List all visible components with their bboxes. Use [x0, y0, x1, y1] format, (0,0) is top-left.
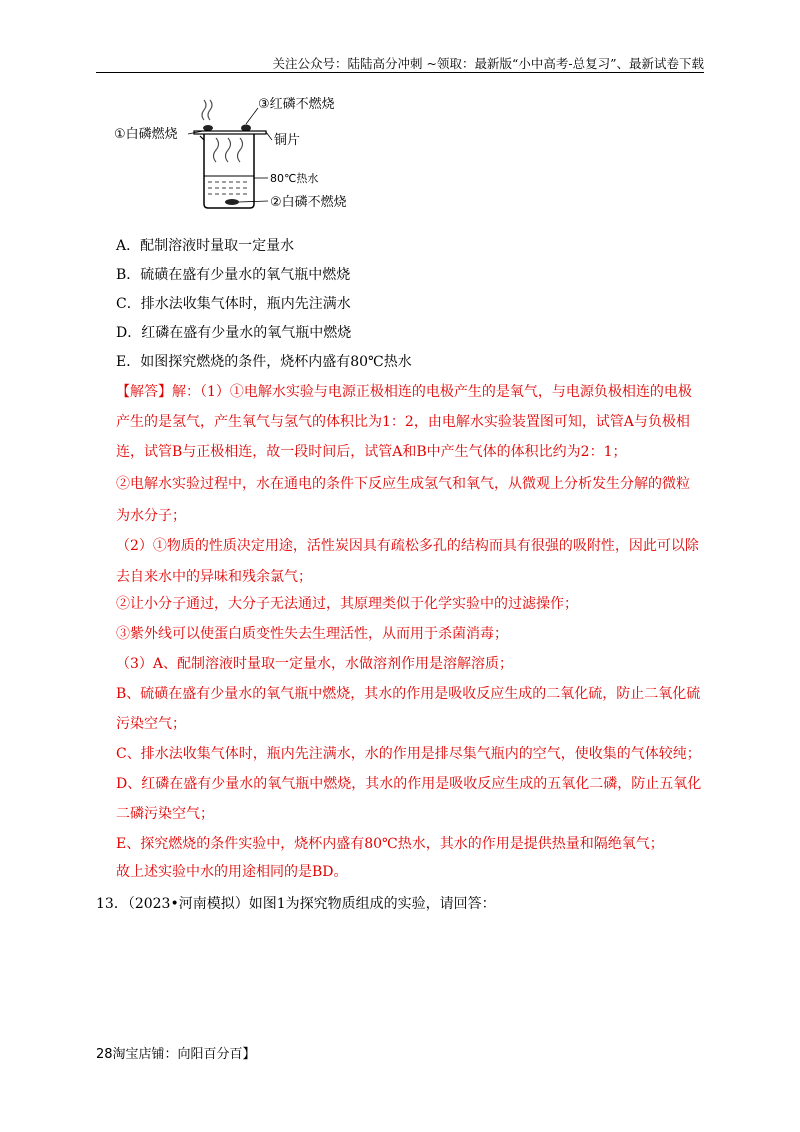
- answer-line-12: 污染空气；: [116, 716, 186, 732]
- option-b: B．硫磺在盛有少量水的氧气瓶中燃烧: [116, 267, 351, 283]
- option-a: A．配制溶液时量取一定量水: [116, 238, 295, 254]
- answer-line-6: （2）①物质的性质决定用途，活性炭因具有疏松多孔的结构而具有很强的吸附性，因此可以除: [116, 538, 699, 554]
- answer-line-15: 二磷污染空气；: [116, 806, 214, 822]
- answer-line-16: E、探究燃烧的条件实验中，烧杯内盛有80℃热水，其水的作用是提供热量和隔绝氧气；: [116, 836, 664, 852]
- combustion-experiment-figure: [112, 92, 372, 222]
- figure-label-white-phosphorus-burning: ①白磷燃烧: [114, 127, 178, 142]
- answer-line-3: 连，试管B与正极相连，故一段时间后，试管A和B中产生气体的体积比约为2：1；: [116, 444, 627, 460]
- answer-line-10: （3）A、配制溶液时量取一定量水，水做溶剂作用是溶解溶质；: [116, 656, 514, 672]
- answer-line-17: 故上述实验中水的用途相同的是BD。: [116, 864, 348, 880]
- header-divider: [96, 72, 704, 73]
- figure-label-copper: 铜片: [274, 133, 301, 148]
- option-c: C．排水法收集气体时，瓶内先注满水: [116, 296, 351, 312]
- answer-line-11: B、硫磺在盛有少量水的氧气瓶中燃烧，其水的作用是吸收反应生成的二氧化硫，防止二氧化硫: [116, 686, 701, 702]
- answer-line-4: ②电解水实验过程中，水在通电的条件下反应生成氢气和氧气，从微观上分析发生分解的微粒: [116, 476, 690, 492]
- answer-line-7: 去自来水中的异味和残余氯气；: [116, 569, 312, 585]
- question-13: 13．（2023•河南模拟）如图1为探究物质组成的实验，请回答：: [96, 896, 496, 912]
- answer-line-9: ③紫外线可以使蛋白质变性失去生理活性，从而用于杀菌消毒；: [116, 626, 508, 642]
- header-text: 关注公众号：陆陆高分冲刺 ~领取：最新版“小中高考-总复习”、最新试卷下载: [272, 56, 704, 71]
- figure-label-white-phosphorus-not-burning: ②白磷不燃烧: [270, 195, 347, 210]
- option-d: D．红磷在盛有少量水的氧气瓶中燃烧: [116, 325, 352, 341]
- answer-line-14: D、红磷在盛有少量水的氧气瓶中燃烧，其水的作用是吸收反应生成的五氧化二磷，防止五氧化: [116, 776, 702, 792]
- answer-line-1: 【解答】解：（1）①电解水实验与电源正极相连的电极产生的是氧气，与电源负极相连的电极: [116, 384, 692, 400]
- footer-text: 28淘宝店铺：向阳百分百】: [96, 1047, 256, 1062]
- answer-line-5: 为水分子；: [116, 508, 186, 524]
- answer-line-8: ②让小分子通过，大分子无法通过，其原理类似于化学实验中的过滤操作；: [116, 596, 578, 612]
- answer-tag: 【解答】: [116, 384, 172, 400]
- beaker-diagram: [112, 92, 372, 222]
- answer-line-2: 产生的是氢气，产生氧气与氢气的体积比为1：2，由电解水实验装置图可知，试管A与负极相: [116, 414, 690, 430]
- figure-label-red-phosphorus: ③红磷不燃烧: [258, 97, 335, 112]
- answer-line-13: C、排水法收集气体时，瓶内先注满水，水的作用是排尽集气瓶内的空气，使收集的气体较纯；: [116, 746, 701, 762]
- figure-label-hot-water: 80℃热水: [270, 172, 319, 185]
- option-e: E．如图探究燃烧的条件，烧杯内盛有80℃热水: [116, 354, 412, 370]
